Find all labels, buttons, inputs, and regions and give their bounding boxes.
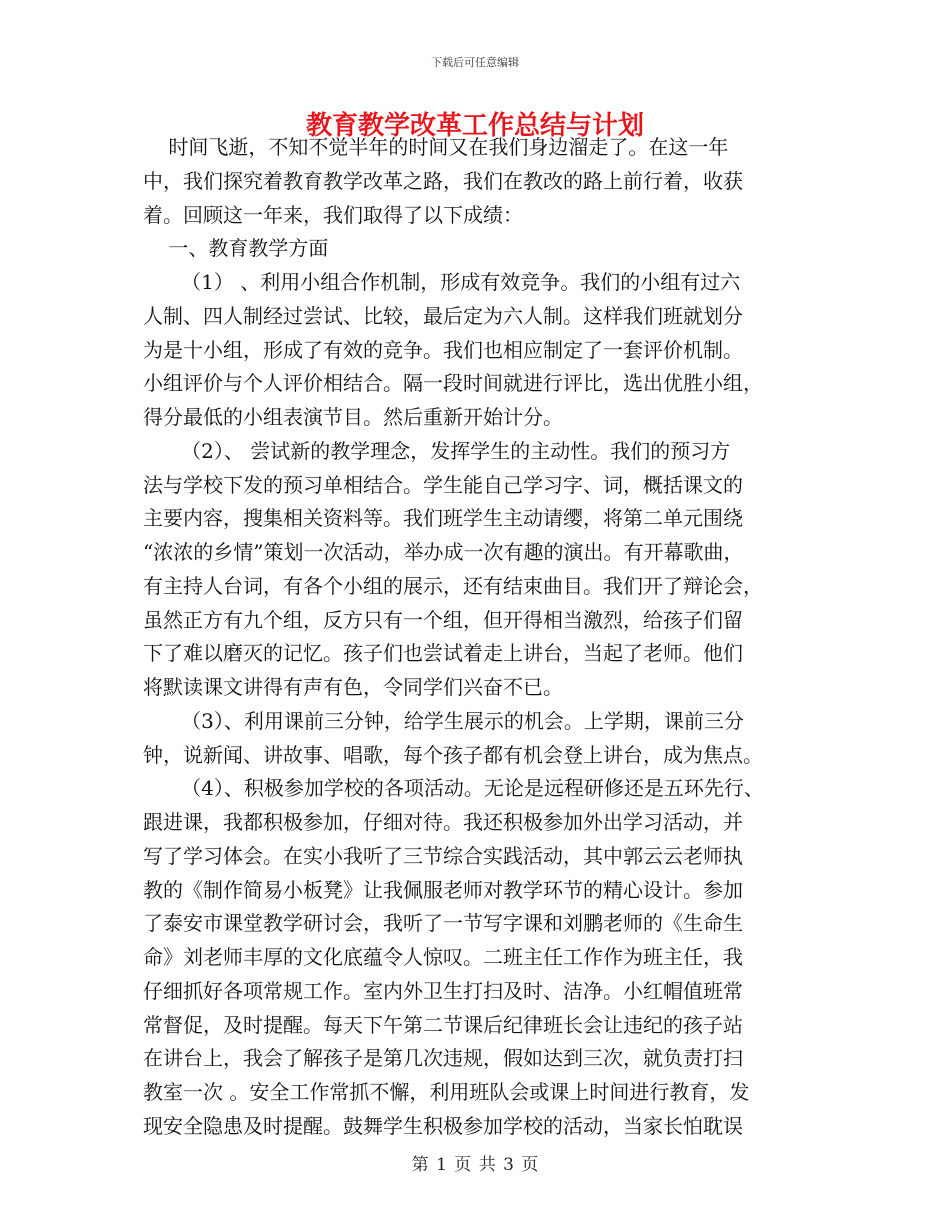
body-text-line: 命》刘老师丰厚的文化底蕴令人惊叹。二班主任工作作为班主任，我 [143,945,743,969]
body-text-line: 一、教育教学方面 [143,236,329,261]
body-text-line: 小组评价与个人评价相结合。隔一段时间就进行评比，选出优胜小组， [143,371,763,396]
page-footer: 第 1 页 共 3 页 [411,1155,539,1175]
document-body [143,131,823,1144]
body-text-line: 有主持人台词，有各个小组的展示，还有结束曲目。我们开了辩论会， [143,573,763,598]
body-text-line: 下了难以磨灭的记忆。孩子们也尝试着走上讲台，当起了老师。他们 [143,641,743,666]
body-text-line: 时间飞逝，不知不觉半年的时间又在我们身边溜走了。在这一年 [143,135,729,159]
body-text-line: “浓浓的乡情”策划一次活动，举办成一次有趣的演出。有开幕歌曲， [143,540,744,564]
body-text-line: 人制、四人制经过尝试、比较，最后定为六人制。这样我们班就划分 [143,303,743,328]
body-text-line: 常督促，及时提醒。每天下午第二节课后纪律班长会让违纪的孩子站 [143,1012,743,1037]
body-text-line: 着。回顾这一年来，我们取得了以下成绩： [143,202,523,227]
document-title: 教育教学改革工作总结与计划 [305,111,644,141]
body-text-line: 仔细抓好各项常规工作。室内外卫生打扫及时、洁净。小红帽值班常 [143,978,743,1003]
body-text-line: 在讲台上，我会了解孩子是第几次违规，假如达到三次，就负责打扫 [143,1046,743,1071]
body-text-line: 跟进课，我都积极参加，仔细对待。我还积极参加外出学习活动，并 [143,810,743,834]
body-text-line: 法与学校下发的预习单相结合。学生能自己学习字、词，概括课文的 [143,472,743,497]
body-text-line: （1） 、利用小组合作机制，形成有效竞争。我们的小组有过六 [143,270,741,294]
header-note: 下载后可任意编辑 [431,56,519,69]
body-text-line: 教的《制作简易小板凳》让我佩服老师对教学环节的精心设计。参加 [143,877,743,902]
body-text-line: 现安全隐患及时提醒。鼓舞学生积极参加学校的活动，当家长怕耽误 [143,1113,743,1138]
body-text-line: 写了学习体会。在实小我听了三节综合实践活动，其中郭云云老师执 [143,843,743,868]
body-text-line: 得分最低的小组表演节目。然后重新开始计分。 [143,405,563,429]
body-text-line: （4）、积极参加学校的各项活动。无论是远程研修还是五环先行、 [143,776,764,801]
body-text-line: 钟，说新闻、讲故事、唱歌，每个孩子都有机会登上讲台，成为焦点。 [143,742,763,767]
body-text-line: 中，我们探究着教育教学改革之路，我们在教改的路上前行着，收获 [143,168,743,193]
body-text-line: 主要内容，搜集相关资料等。我们班学生主动请缨，将第二单元围绕 [143,506,743,531]
body-text-line: （3）、利用课前三分钟，给学生展示的机会。上学期，课前三分 [143,708,744,733]
body-text-line: 为是十小组，形成了有效的竞争。我们也相应制定了一套评价机制。 [143,337,743,362]
body-text-line: 将默读课文讲得有声有色，令同学们兴奋不已。 [143,675,563,699]
body-text-line: （2）、 尝试新的教学理念，发挥学生的主动性。我们的预习方 [143,438,731,463]
body-text-line: 教室一次 。安全工作常抓不懈，利用班队会或课上时间进行教育，发 [143,1080,750,1104]
body-text-line: 了泰安市课堂教学研讨会，我听了一节写字课和刘鹏老师的《生命生 [143,911,743,936]
body-text-line: 虽然正方有九个组，反方只有一个组，但开得相当激烈，给孩子们留 [143,607,743,632]
